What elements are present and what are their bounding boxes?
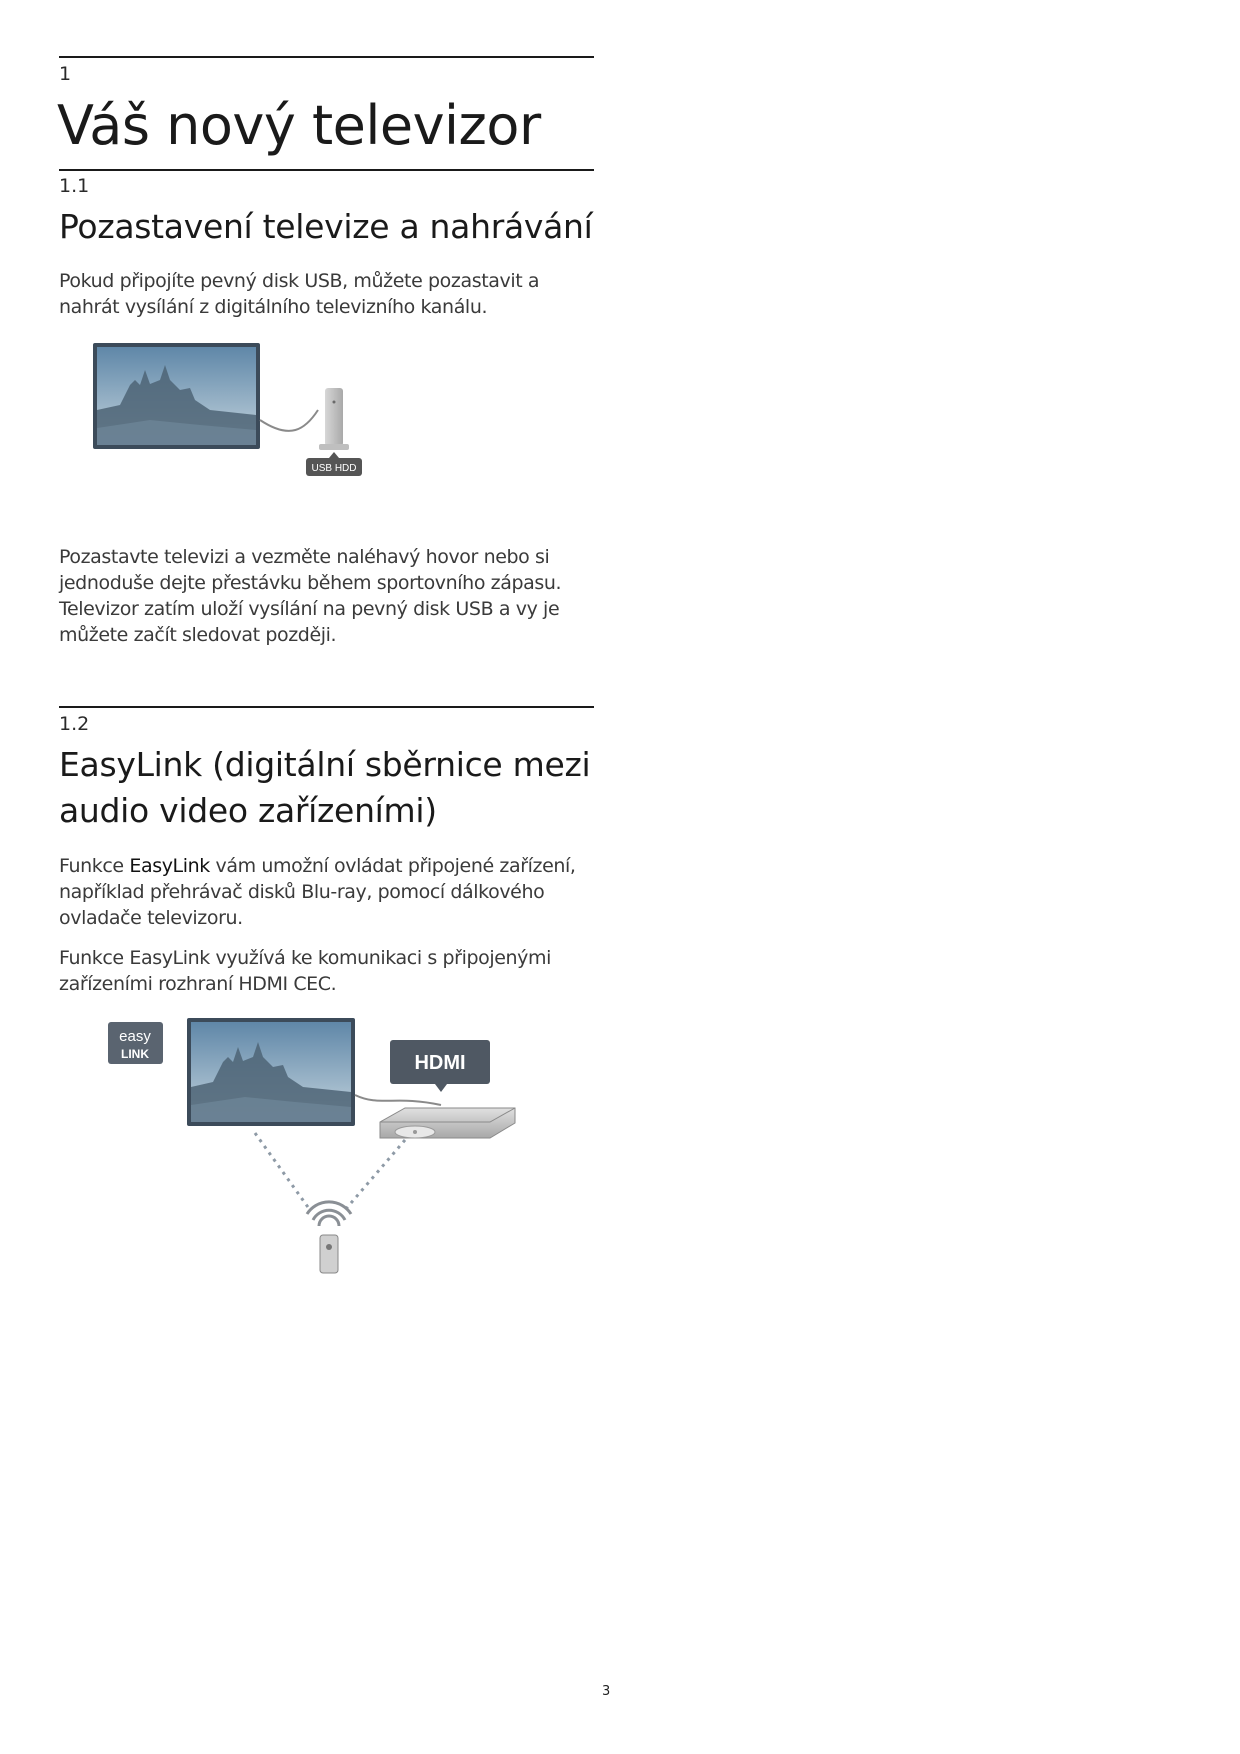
usb-hdd-label [306, 452, 362, 476]
usb-hdd-label-text: USB HDD [311, 463, 357, 474]
paragraph-1-text-after: vám umožní ovládat připojené zařízení, například přehrávač disků Blu-ray, pomocí dálkového ovladače televizoru. [59, 855, 576, 929]
section-1-2-number: 1.2 [59, 713, 90, 735]
usb-hdd-icon [319, 388, 349, 450]
chapter-number: 1 [59, 63, 72, 85]
section-1-1-paragraph-1: Pokud připojíte pevný disk USB, můžete pozastavit a nahrát vysílání z digitálního televizního kanálu. [59, 270, 540, 318]
section-1-2-paragraph-1 [59, 853, 579, 931]
section-1-2-rule [59, 706, 594, 708]
hdmi-logo-icon [390, 1040, 490, 1092]
easylink-emphasis: EasyLink [129, 855, 210, 877]
badge-line-2: LINK [121, 1047, 149, 1061]
section-1-1-number: 1.1 [59, 175, 90, 197]
easylink-illustration [105, 1015, 525, 1275]
section-1-1-title: Pozastavení televize a nahrávání [59, 207, 593, 246]
section-1-2-paragraph-2: Funkce EasyLink využívá ke komunikaci s připojenými zařízeními rozhraní HDMI CEC. [59, 947, 551, 995]
section-1-2-title-line-2: audio video zařízeními) [59, 791, 437, 830]
badge-line-1: easy [119, 1028, 151, 1045]
tv-icon [187, 1018, 355, 1126]
section-1-2-title-line-1: EasyLink (digitální sběrnice mezi [59, 745, 591, 784]
tv-usb-hdd-illustration [90, 340, 390, 500]
blu-ray-player-icon [380, 1108, 515, 1138]
page-number: 3 [602, 1684, 611, 1699]
tv-icon [93, 343, 260, 449]
chapter-top-rule [59, 56, 594, 58]
chapter-title: Váš nový televizor [57, 94, 541, 157]
section-1-1-rule [59, 169, 594, 171]
remote-control-icon [320, 1235, 338, 1273]
signal-waves-icon [307, 1202, 351, 1226]
paragraph-1-text-before: Funkce [59, 855, 130, 877]
section-1-1-paragraph-2: Pozastavte televizi a vezměte naléhavý hovor nebo si jednoduše dejte přestávku během sportovního zápasu. Televizor zatím uloží vysílání na pevný disk USB a vy je můžete začít sledovat později. [59, 546, 562, 646]
hdmi-logo-text: HDMI [414, 1052, 466, 1074]
easylink-badge-icon [108, 1022, 163, 1064]
